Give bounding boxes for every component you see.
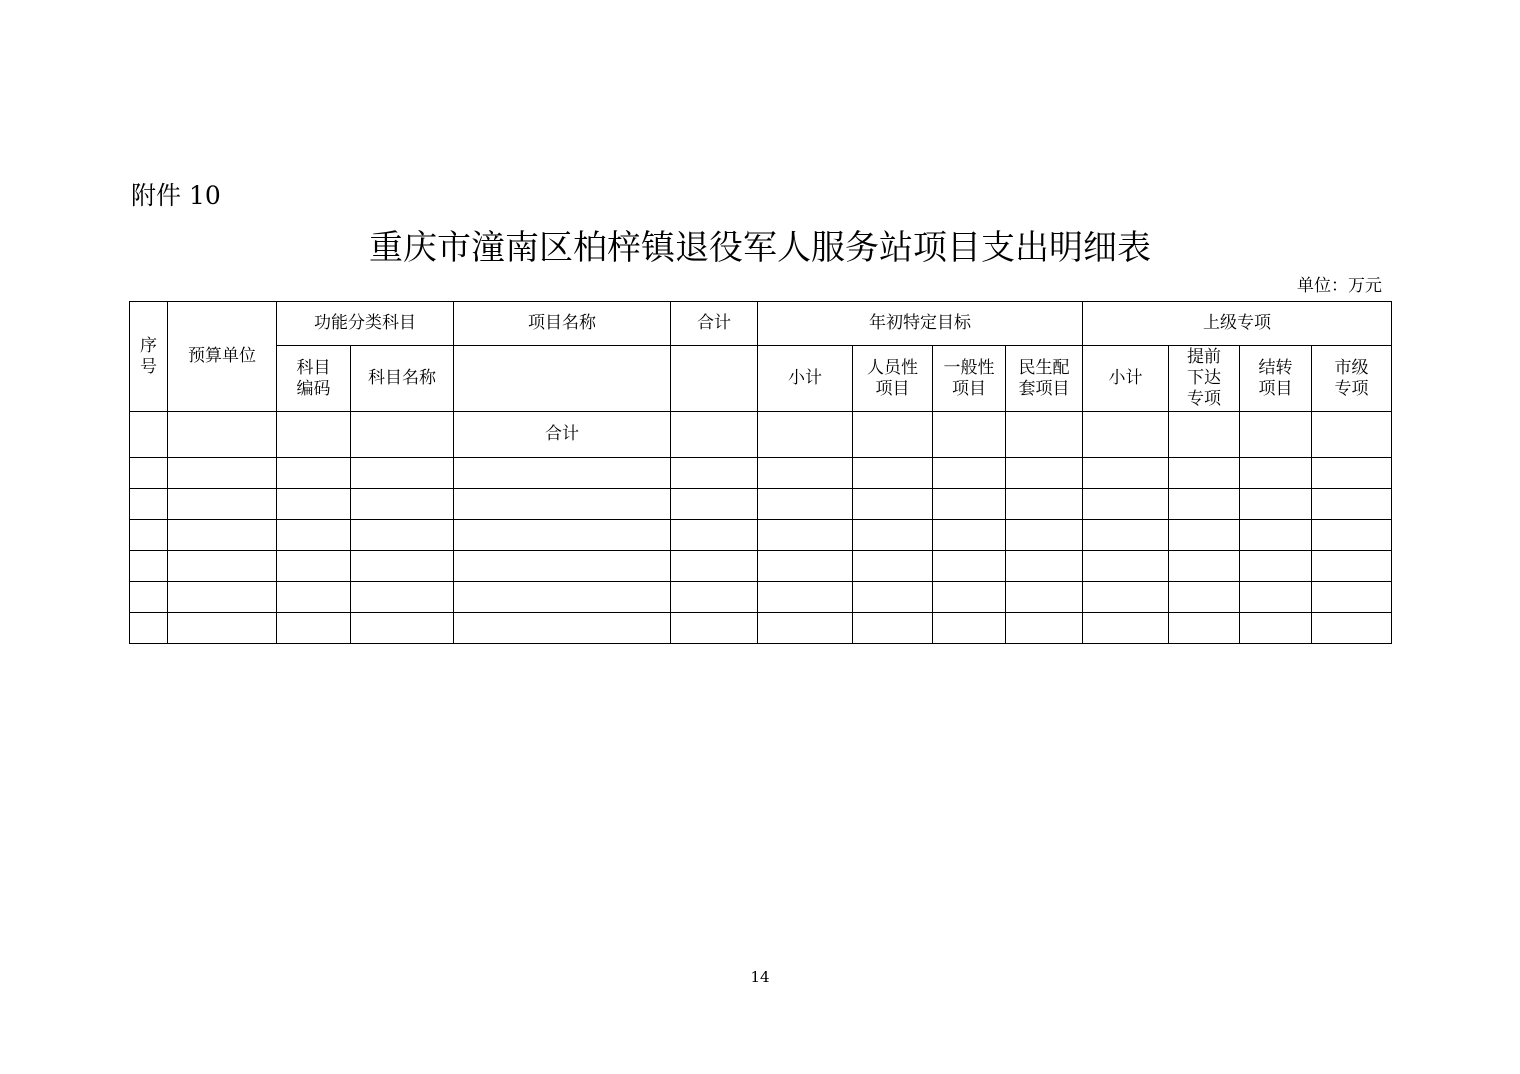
table-cell — [1006, 520, 1083, 551]
table-cell — [454, 520, 671, 551]
expenditure-table — [129, 301, 1392, 644]
table-cell — [853, 613, 933, 644]
table-cell — [933, 458, 1006, 489]
table-cell — [277, 582, 351, 613]
header-personnel: 人员性 项目 — [853, 346, 933, 412]
table-cell — [454, 551, 671, 582]
table-cell — [168, 458, 277, 489]
table-cell — [1312, 412, 1392, 458]
table-cell — [758, 551, 853, 582]
table-cell — [454, 582, 671, 613]
table-cell — [1169, 582, 1240, 613]
table-cell — [168, 582, 277, 613]
table-cell — [758, 582, 853, 613]
table-cell — [277, 520, 351, 551]
header-total-blank — [671, 346, 758, 412]
table-cell — [1083, 582, 1169, 613]
table-cell — [758, 458, 853, 489]
table-cell — [1169, 458, 1240, 489]
table-cell — [351, 582, 454, 613]
table-cell — [1240, 551, 1312, 582]
table-cell — [130, 489, 168, 520]
table-cell — [1240, 520, 1312, 551]
header-livelihood: 民生配 套项目 — [1006, 346, 1083, 412]
table-cell — [1240, 489, 1312, 520]
table-row — [130, 582, 1392, 613]
table-cell — [1240, 582, 1312, 613]
table-cell — [1083, 613, 1169, 644]
table-cell — [277, 458, 351, 489]
table-cell — [130, 613, 168, 644]
table-cell — [1169, 412, 1240, 458]
table-cell — [1006, 582, 1083, 613]
table-cell — [351, 520, 454, 551]
header-subject-name: 科目名称 — [351, 346, 454, 412]
table-cell — [671, 582, 758, 613]
table-cell — [130, 551, 168, 582]
table-row — [130, 489, 1392, 520]
table-cell — [454, 489, 671, 520]
table-cell — [1169, 613, 1240, 644]
table-cell — [1312, 582, 1392, 613]
table-cell — [933, 613, 1006, 644]
table-cell — [351, 551, 454, 582]
table-cell — [351, 412, 454, 458]
table-cell — [671, 520, 758, 551]
table-row — [130, 458, 1392, 489]
page-number: 14 — [750, 968, 770, 986]
table-cell — [277, 551, 351, 582]
table-cell — [1083, 520, 1169, 551]
header-project-name-blank — [454, 346, 671, 412]
table-cell — [933, 520, 1006, 551]
table-cell — [130, 520, 168, 551]
table-cell — [1169, 520, 1240, 551]
table-cell — [1312, 520, 1392, 551]
page-title: 重庆市潼南区柏梓镇退役军人服务站项目支出明细表 — [369, 228, 1151, 268]
table-cell — [130, 582, 168, 613]
table-row — [130, 551, 1392, 582]
table-row — [130, 613, 1392, 644]
table-cell — [1006, 489, 1083, 520]
table-cell — [1083, 551, 1169, 582]
table-cell — [168, 613, 277, 644]
header-carryover: 结转 项目 — [1240, 346, 1312, 412]
table-cell — [1312, 613, 1392, 644]
table-row — [130, 520, 1392, 551]
table-cell — [1240, 412, 1312, 458]
table-cell — [351, 489, 454, 520]
header-annual-subtotal: 小计 — [758, 346, 853, 412]
table-cell — [1312, 551, 1392, 582]
table-cell — [933, 412, 1006, 458]
table-cell — [351, 458, 454, 489]
table-cell — [1240, 458, 1312, 489]
table-cell — [1312, 458, 1392, 489]
header-total: 合计 — [671, 302, 758, 346]
table-cell — [1240, 613, 1312, 644]
header-func-class: 功能分类科目 — [277, 302, 454, 346]
table-cell — [758, 520, 853, 551]
header-subject-code: 科目 编码 — [277, 346, 351, 412]
header-budget-unit: 预算单位 — [168, 302, 277, 412]
table-cell — [454, 613, 671, 644]
header-annual-target: 年初特定目标 — [758, 302, 1083, 346]
table-cell — [1006, 613, 1083, 644]
table-cell — [671, 412, 758, 458]
table-cell — [758, 412, 853, 458]
unit-label: 单位：万元 — [1297, 276, 1382, 296]
table-cell — [853, 582, 933, 613]
table-cell — [1006, 458, 1083, 489]
table-cell — [351, 613, 454, 644]
table-cell — [933, 582, 1006, 613]
table-cell — [168, 489, 277, 520]
attachment-label: 附件 10 — [131, 181, 221, 210]
table-cell — [454, 458, 671, 489]
table-cell — [168, 520, 277, 551]
header-seq: 序 号 — [130, 302, 168, 412]
table-cell — [277, 412, 351, 458]
total-row — [130, 412, 1392, 458]
table-cell — [168, 412, 277, 458]
table-cell — [853, 551, 933, 582]
table-cell — [130, 412, 168, 458]
table-cell — [1169, 489, 1240, 520]
header-row-1 — [130, 302, 1392, 346]
table-cell — [671, 458, 758, 489]
table-cell — [671, 613, 758, 644]
header-advance: 提前 下达 专项 — [1169, 346, 1240, 412]
table-cell — [277, 613, 351, 644]
total-row-label: 合计 — [454, 412, 671, 458]
header-superior-subtotal: 小计 — [1083, 346, 1169, 412]
table-cell — [853, 489, 933, 520]
table-cell — [758, 613, 853, 644]
header-project-name: 项目名称 — [454, 302, 671, 346]
header-general: 一般性 项目 — [933, 346, 1006, 412]
table-cell — [933, 551, 1006, 582]
table-cell — [933, 489, 1006, 520]
header-row-2 — [130, 346, 1392, 412]
table-cell — [758, 489, 853, 520]
table-cell — [1083, 489, 1169, 520]
header-superior: 上级专项 — [1083, 302, 1392, 346]
table-cell — [1083, 458, 1169, 489]
table-cell — [1169, 551, 1240, 582]
table-cell — [168, 551, 277, 582]
table-cell — [1083, 412, 1169, 458]
table-cell — [130, 458, 168, 489]
header-city: 市级 专项 — [1312, 346, 1392, 412]
table-cell — [853, 412, 933, 458]
table-cell — [671, 551, 758, 582]
table-cell — [277, 489, 351, 520]
table-cell — [1006, 412, 1083, 458]
table-cell — [1312, 489, 1392, 520]
table-cell — [1006, 551, 1083, 582]
table-cell — [671, 489, 758, 520]
table-cell — [853, 520, 933, 551]
table-cell — [853, 458, 933, 489]
